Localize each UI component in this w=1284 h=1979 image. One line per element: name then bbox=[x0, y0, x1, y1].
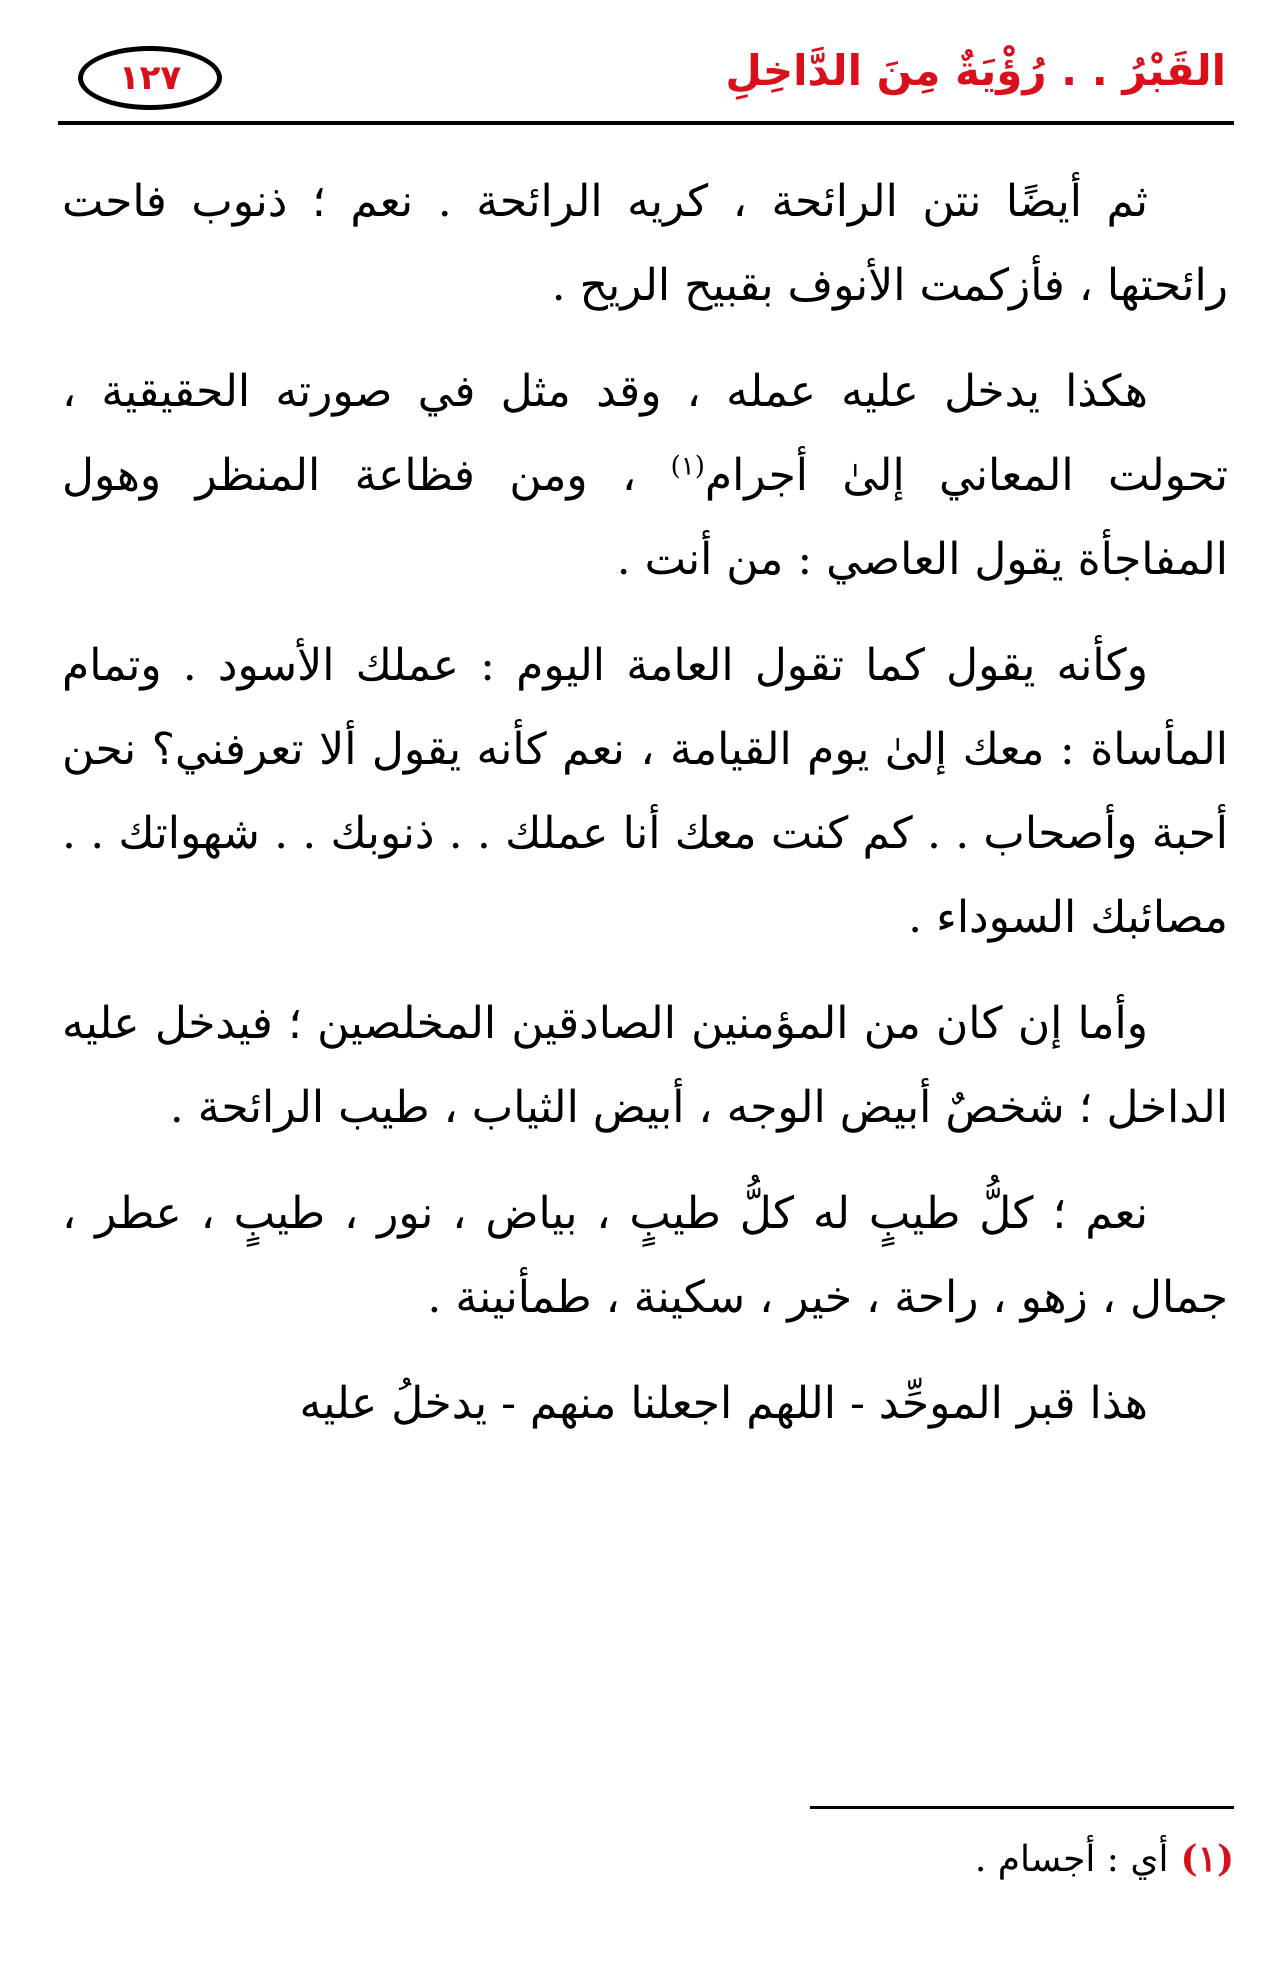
paragraph-4: وأما إن كان من المؤمنين الصادقين المخلصين ؛ فيدخل عليه الداخل ؛ شخصٌ أبيض الوجه ، أبيض الثياب ، طيب الرائحة . bbox=[62, 998, 1228, 1133]
page-header bbox=[58, 40, 1234, 124]
footnote bbox=[975, 1838, 1234, 1880]
paragraph-2-text-after: ، ومن فظاعة المنظر وهول المفاجأة يقول العاصي : من أنت . bbox=[62, 450, 1228, 585]
footnote-reference: (١) bbox=[670, 451, 705, 482]
body-text bbox=[62, 160, 1228, 1468]
footnote-marker: (١) bbox=[1180, 1838, 1234, 1880]
running-title: القَبْرُ . . رُؤْيَةٌ مِنَ الدَّاخِلِ bbox=[725, 46, 1226, 95]
paragraph-2 bbox=[62, 350, 1228, 602]
footnote-divider bbox=[810, 1806, 1234, 1809]
header-divider bbox=[58, 121, 1234, 125]
paragraph-3: وكأنه يقول كما تقول العامة اليوم : عملك الأسود . وتمام المأساة : معك إلىٰ يوم القيامة ، نعم كأنه يقول ألا تعرفني؟ نحن أحبة وأصحاب . . كم كنت معك أنا عملك . . ذنوبك . . شهواتك . . مصائبك السوداء . bbox=[62, 640, 1228, 943]
paragraph-6: هذا قبر الموحِّد - اللهم اجعلنا منهم - يدخلُ عليه bbox=[299, 1378, 1148, 1429]
paragraph-5: نعم ؛ كلُّ طيبٍ له كلُّ طيبٍ ، بياض ، نور ، طيبٍ ، عطر ، جمال ، زهو ، راحة ، خير ، سكينة ، طمأنينة . bbox=[62, 1188, 1228, 1323]
footnote-text: أي : أجسام . bbox=[974, 1839, 1169, 1880]
paragraph-1: ثم أيضًا نتن الرائحة ، كريه الرائحة . نعم ؛ ذنوب فاحت رائحتها ، فأزكمت الأنوف بقبيح الريح . bbox=[62, 176, 1228, 311]
paragraph-2-text-before: هكذا يدخل عليه عمله ، وقد مثل في صورته الحقيقية ، تحولت المعاني إلىٰ أجرام bbox=[62, 366, 1229, 501]
page-number: ١٢٧ bbox=[78, 46, 222, 110]
